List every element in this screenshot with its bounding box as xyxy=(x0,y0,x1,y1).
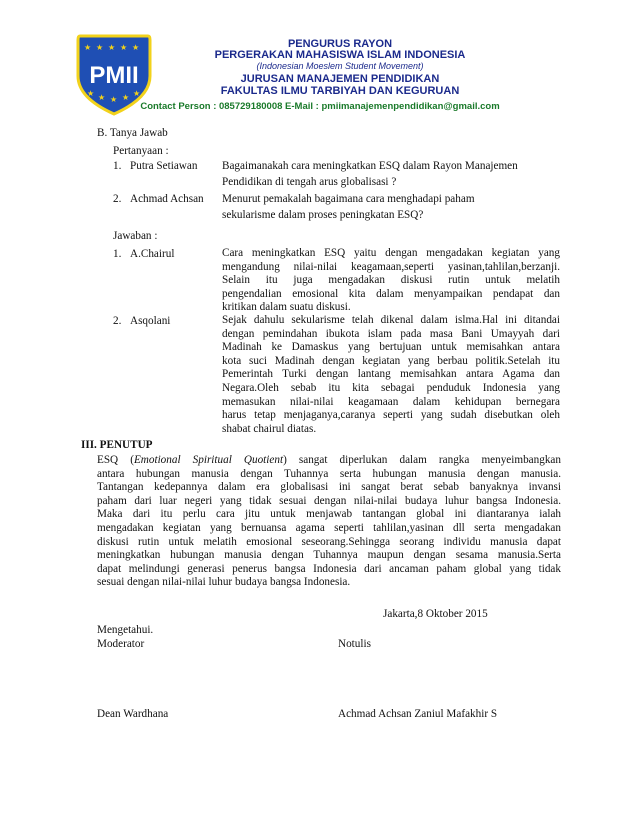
answer-1-line: Cara meningkatkan ESQ yaitu dengan mengadakan kegiatan yang xyxy=(222,247,560,259)
closing-line: mengadakan kegiatan yang bernuansa agama seperti tahlilan,yasinan dll serta mengadakan xyxy=(97,521,561,534)
logo-text: PMII xyxy=(89,62,139,89)
svg-text:★: ★ xyxy=(98,93,106,102)
answer-1-line: kritikan dalam suatu diskusi. xyxy=(222,301,351,314)
svg-text:★: ★ xyxy=(120,43,128,52)
closing-line: Maka dari itu perlu cara jitu untuk menjawab tantangan global ini diantaranya ialah xyxy=(97,508,561,521)
question-2-line-2: sekularisme dalam proses peningkatan ESQ? xyxy=(222,209,424,221)
closing-line: paham dari luar negeri yang tidak sesuai dengan nilai-nilai budaya luhur bangsa Indonesia. xyxy=(97,494,561,507)
closing-line: meningkatkan hubungan manusia dengan Tuhannya maupun dengan sesama manusia.Serta xyxy=(97,549,561,562)
answer-2-line: harus tetap menjaganya,caranya seperti yang sudah disebutkan oleh xyxy=(222,409,560,422)
answer-1-name: A.Chairul xyxy=(130,248,175,260)
answer-2-line: Pemerintah Turki dengan lantang memisahkan antara Agama dan xyxy=(222,368,560,381)
closing-line: sesuai dengan nilai-nilai luhur budaya bangsa Indonesia. xyxy=(97,576,351,589)
svg-text:★: ★ xyxy=(96,43,104,52)
answer-1-no: 1. xyxy=(113,248,122,260)
closing-paragraph xyxy=(97,454,561,590)
question-1-name: Putra Setiawan xyxy=(130,160,198,172)
closing-line: dapat melindungi generasi penerus bangsa Indonesia dari ancaman paham global yang tidak xyxy=(97,562,561,575)
movement-english: (Indonesian Moeslem Student Movement) xyxy=(256,61,424,71)
question-1-line-2: Pendidikan di tengah arus globalisasi ? xyxy=(222,176,397,188)
question-2-no: 2. xyxy=(113,193,122,205)
closing-heading: III. PENUTUP xyxy=(81,439,153,451)
answer-2-line: Sejak dahulu sekularisme telah dikenal dalam islma.Hal ini ditandai xyxy=(222,314,560,326)
org-name: PENGURUS RAYON xyxy=(287,38,393,50)
svg-text:★: ★ xyxy=(133,89,141,98)
closing-esq-term: Emotional Spiritual Quotient xyxy=(133,454,284,466)
notulis-name: Achmad Achsan Zaniul Mafakhir S xyxy=(338,708,498,720)
closing-first-end: ) sangat diperlukan dalam rangka menyeimbangkan xyxy=(283,454,561,466)
contact-line: Contact Person : 085729180008 E-Mail : pmiimanajemenpendidikan@gmail.com xyxy=(140,101,500,112)
closing-line: Tantangan kedepannya dalam era globalisasi ini sangat berat sebab banyaknya invansi xyxy=(97,481,561,494)
movement-name: PERGERAKAN MAHASISWA ISLAM INDONESIA xyxy=(214,49,466,61)
answer-2-name: Asqolani xyxy=(130,315,171,327)
answer-2-text xyxy=(222,314,560,436)
question-2-line-1: Menurut pemakalah bagaimana cara menghadapi paham xyxy=(222,193,475,205)
answer-2-no: 2. xyxy=(113,315,122,327)
svg-text:★: ★ xyxy=(84,43,92,52)
qa-section-label: B. Tanya Jawab xyxy=(97,127,168,139)
question-1-line-1: Bagaimanakah cara meningkatkan ESQ dalam Rayon Manajemen xyxy=(222,160,518,172)
answer-2-line: dengan pemindahan ibukota islam pada masa Bani Umayyah dari xyxy=(222,327,560,340)
questions-label: Pertanyaan : xyxy=(113,145,169,157)
department-name: JURUSAN MANAJEMEN PENDIDIKAN xyxy=(240,73,440,85)
answers-label: Jawaban : xyxy=(113,230,158,242)
closing-line: antara hubungan manusia dengan Tuhannya serta hubungan manusia dengan manusia. xyxy=(97,467,561,480)
answer-2-line: shabat chairul diatas. xyxy=(222,422,317,435)
svg-text:★: ★ xyxy=(108,43,116,52)
answer-2-line: kota suci Madinah dengan kegiatan yang berbau politik.Setelah itu xyxy=(222,354,560,367)
notulis-label: Notulis xyxy=(338,638,371,650)
moderator-label: Moderator xyxy=(97,638,145,650)
question-2-name: Achmad Achsan xyxy=(130,193,204,205)
answer-1-text xyxy=(222,247,560,315)
answer-1-line: mengandung nilai-nilai keagamaan,seperti yasinan,tahlilan,berzanji. xyxy=(222,260,560,273)
answer-1-line: pengendalian emosional kita dalam menyampaikan pendapat dan xyxy=(222,287,560,300)
answer-2-line: Negara.Oleh sebab itu kita sebagai penduduk Indonesia yang xyxy=(222,381,560,394)
closing-first-line xyxy=(97,454,561,468)
svg-text:★: ★ xyxy=(122,93,130,102)
closing-first-start: ESQ ( xyxy=(97,454,134,466)
answer-2-line: Madinah ke Damaskus yang bertujuan untuk memisahkan antara xyxy=(222,341,560,354)
faculty-name: FAKULTAS ILMU TARBIYAH DAN KEGURUAN xyxy=(220,85,460,97)
closing-line: diskusi rutin untuk melatih emosional seseorang.Sehingga seorang individu manusia dapat xyxy=(97,535,561,548)
answer-1-line: Selain itu juga mengadakan diskusi rutin untuk melatih xyxy=(222,274,560,287)
svg-text:★: ★ xyxy=(110,95,118,104)
answer-2-line: memasukan nilai-nilai keagamaan dalam kehidupan bernegara xyxy=(222,395,560,408)
place-date: Jakarta,8 Oktober 2015 xyxy=(383,608,488,620)
svg-text:★: ★ xyxy=(132,43,140,52)
question-1-no: 1. xyxy=(113,160,122,172)
acknowledged-label: Mengetahui. xyxy=(97,624,154,636)
moderator-name: Dean Wardhana xyxy=(97,708,169,720)
svg-text:★: ★ xyxy=(87,89,95,98)
